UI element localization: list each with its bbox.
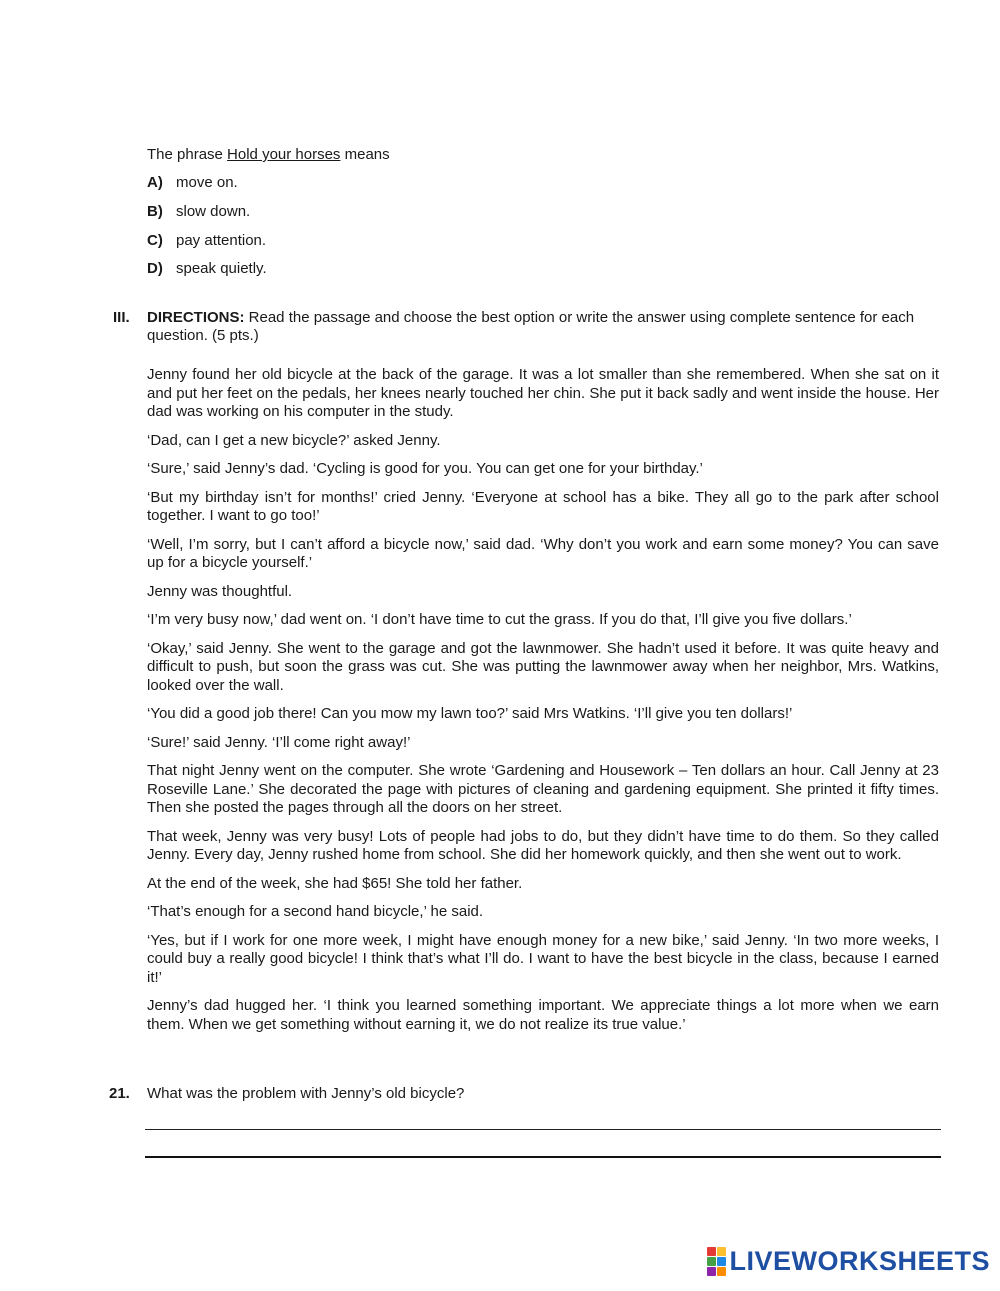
- logo-block: [717, 1257, 726, 1266]
- passage-paragraph: At the end of the week, she had $65! She told her father.: [147, 874, 523, 892]
- logo-text: LIVEWORKSHEETS: [729, 1246, 990, 1276]
- logo-block: [707, 1267, 716, 1276]
- answer-line[interactable]: [145, 1129, 941, 1130]
- passage-paragraph: That week, Jenny was very busy! Lots of people had jobs to do, but they didn’t have time to do them. So they called Jenny. Every day, Jenny rushed home from school. She did her homework quickly, and then she went out to work.: [147, 827, 939, 863]
- logo-block: [717, 1267, 726, 1276]
- passage-paragraph: ‘Yes, but if I work for one more week, I might have enough money for a new bike,’ said Jenny. ‘In two more weeks, I could buy a really good bicycle! I think that’s what I’ll do. I want to have the best bicycle in the class, because I earned it!’: [147, 931, 939, 986]
- option-letter: A): [147, 174, 163, 191]
- passage-paragraph: ‘That’s enough for a second hand bicycle,’ he said.: [147, 903, 484, 920]
- passage-paragraph: Jenny found her old bicycle at the back of the garage. It was a lot smaller than she remembered. When she sat on it and put her feet on the pedals, her knees nearly touched her chin. She put it back sadly and went inside the house. Her dad was working on his computer in the study.: [147, 366, 939, 420]
- logo-block: [707, 1257, 716, 1266]
- question-20-stem: [147, 146, 390, 164]
- option-b[interactable]: [147, 203, 250, 221]
- directions: [147, 309, 942, 345]
- option-text: move on.: [176, 174, 238, 191]
- option-d[interactable]: [147, 260, 267, 278]
- option-c[interactable]: [147, 232, 266, 250]
- passage-paragraph: ‘Okay,’ said Jenny. She went to the garage and got the lawnmower. She hadn’t used it before. It was quite heavy and difficult to push, but soon the grass was cut. She was putting the lawnmower away when her neighbor, Mrs. Watkins, looked over the wall.: [147, 639, 939, 694]
- option-text: pay attention.: [176, 232, 267, 249]
- idiom-phrase: Hold your horses: [227, 146, 341, 163]
- section-number: III.: [113, 309, 130, 326]
- reading-passage: [147, 366, 939, 1044]
- directions-text: Read the passage and choose the best option or write the answer using complete sentence for each question. (5 pts.): [147, 309, 915, 344]
- question-20-prefix: The phrase: [147, 146, 228, 163]
- directions-label: DIRECTIONS:: [147, 309, 245, 326]
- passage-paragraph: ‘You did a good job there! Can you mow my lawn too?’ said Mrs Watkins. ‘I’ll give you ten dollars!’: [147, 705, 793, 722]
- answer-line[interactable]: [145, 1156, 941, 1158]
- question-20-suffix: means: [340, 146, 390, 163]
- passage-paragraph: ‘But my birthday isn’t for months!’ cried Jenny. ‘Everyone at school has a bike. They all go to the park after school together. I want to go too!’: [147, 488, 939, 524]
- passage-paragraph: ‘Sure!’ said Jenny. ‘I’ll come right away!’: [147, 733, 411, 751]
- question-21-text: What was the problem with Jenny’s old bicycle?: [147, 1085, 465, 1102]
- option-letter: D): [147, 260, 163, 277]
- passage-paragraph: Jenny was thoughtful.: [147, 582, 293, 600]
- option-text: slow down.: [176, 203, 251, 220]
- passage-paragraph: ‘I’m very busy now,’ dad went on. ‘I don’t have time to cut the grass. If you do that, I’ll give you five dollars.’: [147, 611, 852, 628]
- logo-block: [717, 1247, 726, 1256]
- option-letter: B): [147, 203, 163, 220]
- passage-paragraph: ‘Well, I’m sorry, but I can’t afford a bicycle now,’ said dad. ‘Why don’t you work and earn some money? You can save up for a bicycle yourself.’: [147, 535, 939, 571]
- passage-paragraph: ‘Dad, can I get a new bicycle?’ asked Jenny.: [147, 431, 441, 449]
- passage-paragraph: That night Jenny went on the computer. She wrote ‘Gardening and Housework – Ten dollars an hour. Call Jenny at 23 Roseville Lane.’ She decorated the page with pictures of cleaning and gardening equipment. She printed it fifty times. Then she posted the pages through all the doors on her street.: [147, 762, 939, 816]
- logo-block: [707, 1247, 716, 1256]
- option-letter: C): [147, 232, 163, 249]
- logo-blocks-icon: [707, 1247, 726, 1276]
- passage-paragraph: Jenny’s dad hugged her. ‘I think you learned something important. We appreciate things a lot more when we earn them. When we get something without earning it, we do not realize its true value.’: [147, 997, 939, 1033]
- liveworksheets-logo: [707, 1246, 990, 1277]
- passage-paragraph: ‘Sure,’ said Jenny’s dad. ‘Cycling is good for you. You can get one for your birthday.’: [147, 460, 703, 477]
- question-21-number: 21.: [109, 1085, 130, 1102]
- option-a[interactable]: [147, 174, 238, 192]
- option-text: speak quietly.: [176, 260, 267, 277]
